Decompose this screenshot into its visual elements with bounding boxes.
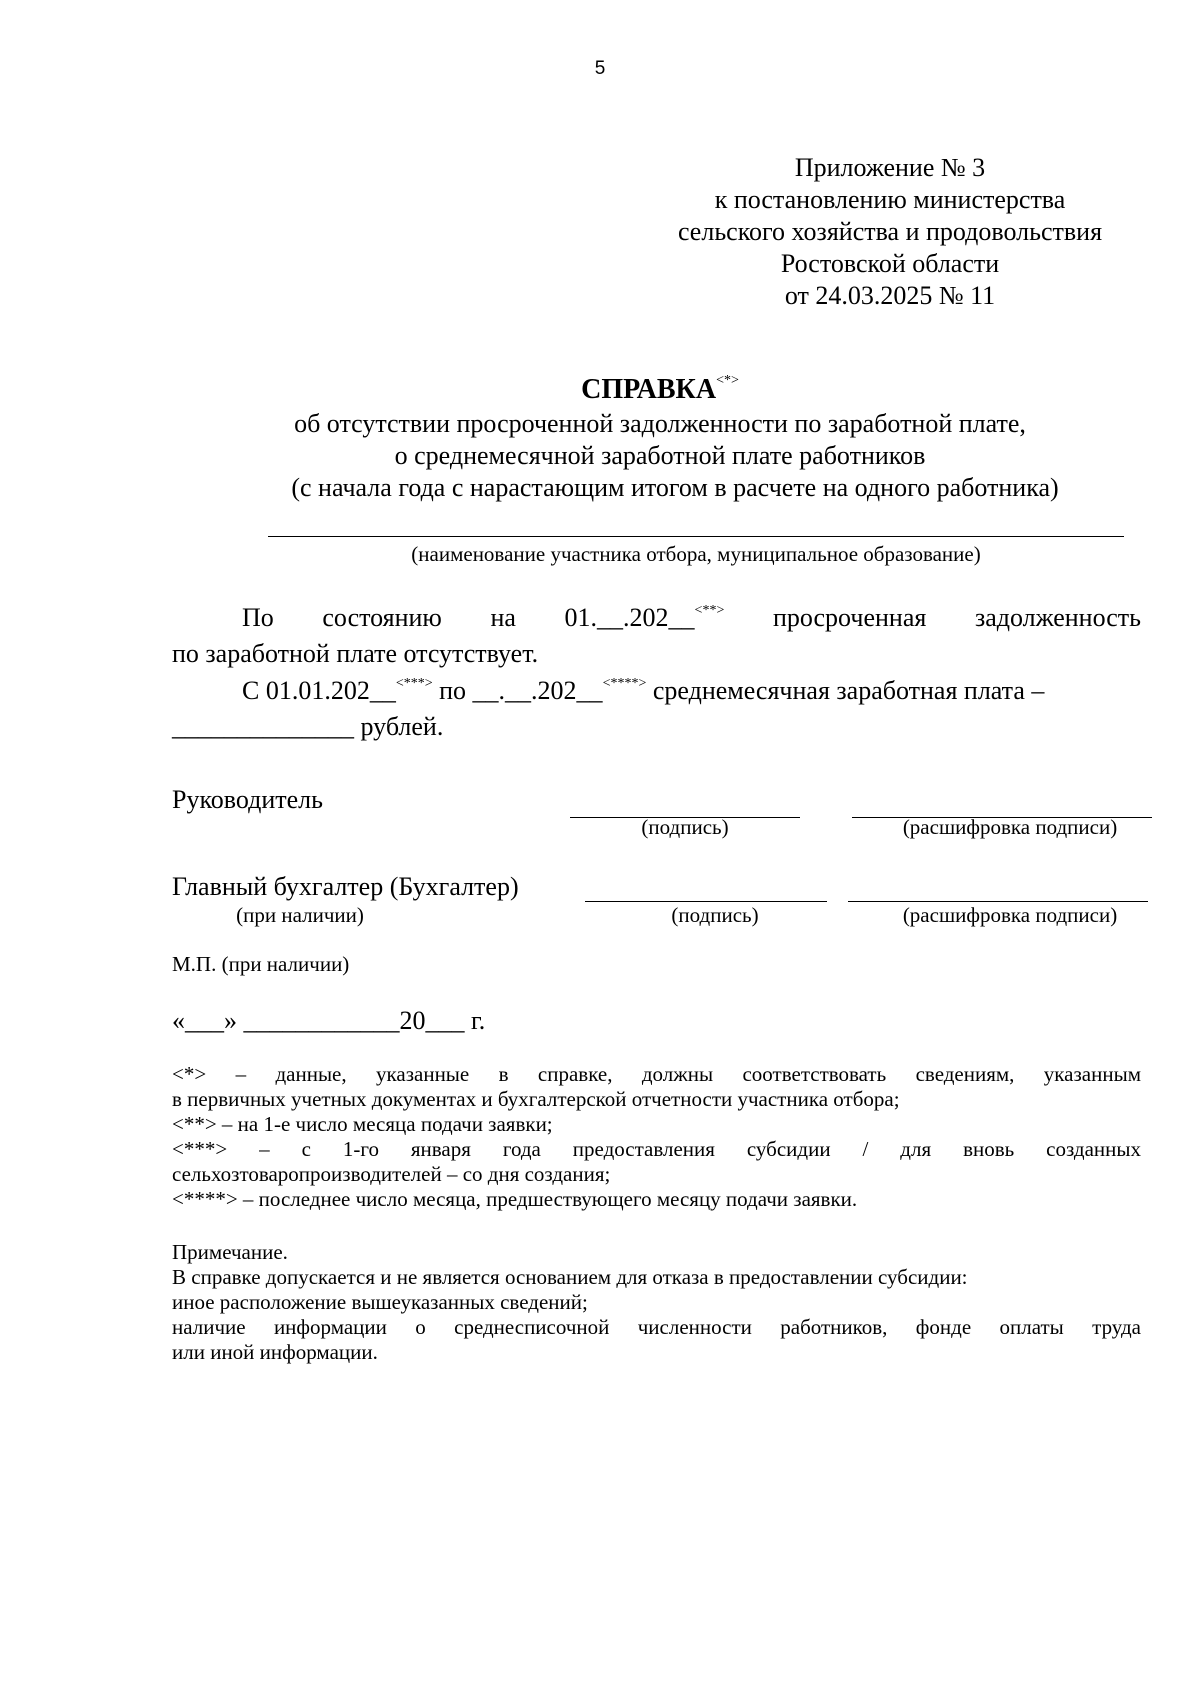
footnote-mark: <****>: [602, 676, 647, 691]
notes-line: или иной информации.: [172, 1340, 378, 1364]
salary-blank: ______________: [172, 712, 354, 741]
paragraph-debt: [172, 600, 1141, 636]
appendix-line: сельского хозяйства и продовольствия: [677, 217, 1103, 246]
notes-line: иное расположение вышеуказанных сведений;: [172, 1290, 588, 1314]
currency-text: рублей.: [354, 712, 444, 741]
chief-signature-line: [585, 901, 827, 902]
footnote-mark: <**>: [694, 603, 725, 618]
period-start: С 01.01.202__: [242, 676, 396, 705]
appendix-line: к постановлению министерства: [714, 185, 1066, 214]
title-text: СПРАВКА: [581, 374, 717, 405]
seal-note: М.П. (при наличии): [172, 952, 350, 976]
appendix-date: от 24.03.2025 № 11: [784, 281, 996, 310]
subtitle-line: об отсутствии просроченной задолженности по заработной плате,: [294, 409, 1026, 438]
period-end: по __.__.202__: [432, 676, 603, 705]
date-line: «___» ____________20___ г.: [172, 1006, 486, 1035]
footnote-3-cont: сельхозтоваропроизводителей – со дня создания;: [172, 1162, 611, 1186]
appendix-header: [640, 152, 1140, 312]
footnote-2: <**> – на 1-е число месяца подачи заявки;: [172, 1112, 553, 1136]
head-decode-caption: (расшифровка подписи): [902, 815, 1118, 839]
date-blank: [565, 603, 725, 632]
subtitle-line: (с начала года с нарастающим итогом в расчете на одного работника): [291, 473, 1059, 502]
participant-name-caption: (наименование участника отбора, муниципальное образование): [411, 542, 981, 566]
paragraph-debt-line2: по заработной плате отсутствует.: [172, 639, 539, 668]
footnote-mark: <***>: [395, 676, 433, 691]
chief-decode-line: [848, 901, 1148, 902]
word: на: [490, 603, 516, 632]
appendix-number: Приложение № 3: [794, 153, 986, 182]
notes-line: наличие информации о среднесписочной численности работников, фонде оплаты труда: [172, 1315, 1141, 1339]
paragraph-salary-line2: [172, 709, 1141, 745]
chief-decode-caption: (расшифровка подписи): [902, 903, 1118, 927]
footnote-1: <*> – данные, указанные в справке, должны соответствовать сведениям, указанным: [172, 1062, 1141, 1086]
footnote-3: <***> – с 1-го января года предоставления субсидии / для вновь созданных: [172, 1137, 1141, 1161]
salary-text: среднемесячная заработная плата –: [646, 676, 1045, 705]
title-footnote-mark: <*>: [716, 373, 739, 388]
footnotes: [172, 1062, 1141, 1212]
paragraph-salary: [172, 673, 1141, 709]
word: задолженность: [974, 603, 1142, 632]
footnote-4: <****> – последнее число месяца, предшествующего месяцу подачи заявки.: [172, 1187, 858, 1211]
participant-name-line: [268, 536, 1124, 537]
subtitle-line: о среднемесячной заработной плате работников: [394, 441, 926, 470]
appendix-line: Ростовской области: [780, 249, 1000, 278]
date-value: 01.__.202__: [564, 603, 695, 632]
chief-signature-caption: (подпись): [671, 903, 759, 927]
word: просроченная: [772, 603, 927, 632]
chief-accountant-sub: (при наличии): [236, 903, 364, 927]
document-subtitle: [0, 408, 1200, 504]
word: состоянию: [322, 603, 442, 632]
notes-line: В справке допускается и не является основанием для отказа в предоставлении субсидии:: [172, 1265, 968, 1289]
document-title: [0, 373, 1200, 406]
notes: [172, 1240, 1141, 1365]
chief-accountant-label: Главный бухгалтер (Бухгалтер): [172, 872, 519, 901]
page-number: 5: [594, 58, 606, 79]
notes-title: Примечание.: [172, 1240, 288, 1264]
head-label: Руководитель: [172, 785, 323, 814]
head-signature-caption: (подпись): [641, 815, 729, 839]
footnote-1-cont: в первичных учетных документах и бухгалтерской отчетности участника отбора;: [172, 1087, 900, 1111]
word: По: [242, 603, 274, 632]
